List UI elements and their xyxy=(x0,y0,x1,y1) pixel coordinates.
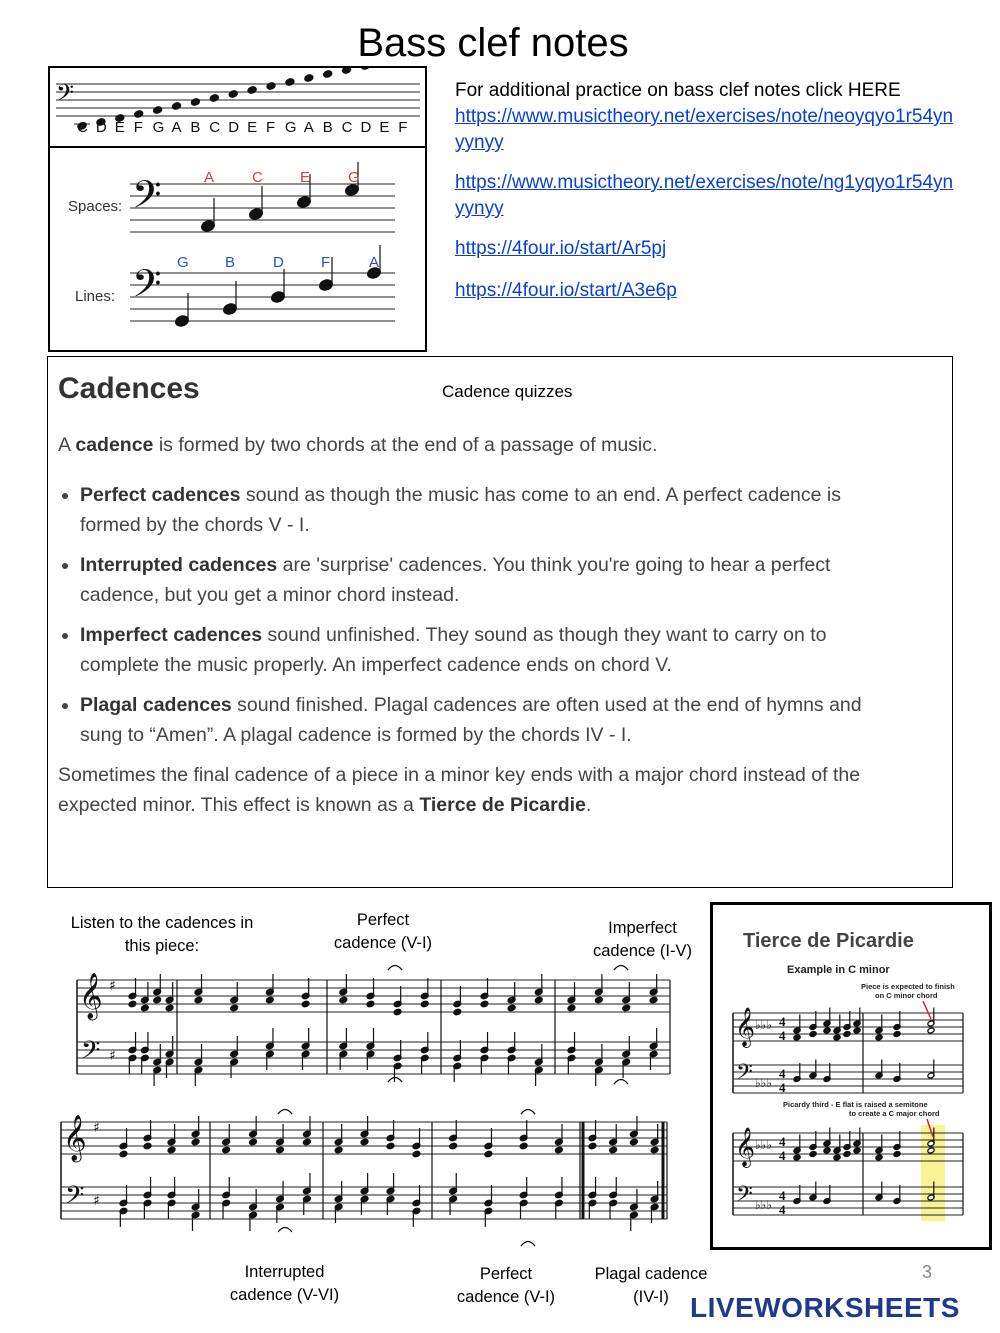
annotation-line: Piece is expected to finish xyxy=(861,982,955,991)
scale-note xyxy=(134,110,144,119)
highlight-band xyxy=(921,1125,945,1221)
space-note-letter: A xyxy=(204,169,215,186)
scale-note xyxy=(247,86,257,95)
treble-note xyxy=(334,1146,343,1153)
definition-pre: A xyxy=(58,434,76,456)
treble-note xyxy=(875,1154,883,1161)
treble-note xyxy=(630,1138,639,1145)
sharp-icon: ♯ xyxy=(93,1193,100,1209)
list-item xyxy=(80,690,878,750)
bass-clef-icon: 𝄢 xyxy=(132,261,162,316)
scale-letter: D xyxy=(228,119,240,136)
treble-note xyxy=(303,1138,312,1145)
treble-note xyxy=(484,1150,493,1157)
bass-clef-icon: 𝄢 xyxy=(132,172,162,227)
treble-note xyxy=(360,1138,369,1145)
treble-clef-icon: 𝄞 xyxy=(63,1114,87,1161)
treble-note xyxy=(893,1031,901,1038)
cadence-list xyxy=(58,480,878,750)
sharp-icon: ♯ xyxy=(109,978,116,994)
cadence-term: Perfect cadences xyxy=(80,484,241,506)
treble-note xyxy=(893,1151,901,1158)
time-signature-top: 4 xyxy=(779,1188,786,1203)
space-note-letter: C xyxy=(252,169,263,186)
treble-note xyxy=(420,1000,429,1007)
cadence-description: sound finished. Plagal cadences are often used at the end of hymns and sung to “Amen”. A plagal cadence is formed by the chords IV - I. xyxy=(80,694,862,746)
cadence-term: Interrupted cadences xyxy=(80,554,278,576)
spaces-label: Spaces: xyxy=(68,198,123,215)
picardie-note xyxy=(58,760,878,820)
flat-icon: ♭♭♭ xyxy=(755,1018,772,1032)
scale-note xyxy=(266,82,276,91)
treble-clef-icon: 𝄞 xyxy=(735,1007,756,1048)
scale-letter: G xyxy=(152,119,165,136)
cadence-description: are 'surprise' cadences. You think you're going to hear a perfect cadence, but you get a minor chord instead. xyxy=(80,554,831,606)
treble-note xyxy=(480,1000,489,1007)
lines-label: Lines: xyxy=(75,288,116,305)
treble-note xyxy=(833,1034,841,1041)
list-item xyxy=(80,480,878,540)
arrow-icon xyxy=(923,1001,931,1019)
scale-note xyxy=(209,94,219,103)
treble-note xyxy=(386,1142,395,1149)
time-signature-bottom: 4 xyxy=(779,1148,786,1163)
scale-letter: A xyxy=(171,119,182,136)
practice-link-4[interactable]: https://4four.io/start/A3e6p xyxy=(455,280,677,301)
scale-note xyxy=(172,102,182,111)
plagal-cadence-label: Plagal cadence (IV-I) xyxy=(594,1265,708,1306)
line-note-letter: A xyxy=(369,254,380,271)
treble-note xyxy=(595,996,604,1003)
treble-note xyxy=(191,1138,200,1145)
fermata-icon xyxy=(278,1228,292,1233)
tierce-de-picardie-example xyxy=(710,902,992,1250)
definition-term: cadence xyxy=(75,434,154,456)
scale-letter: B xyxy=(190,119,201,136)
fermata-icon xyxy=(521,1110,535,1115)
treble-note xyxy=(167,1146,176,1153)
fermata-icon xyxy=(521,1242,535,1247)
treble-note xyxy=(793,1034,801,1041)
treble-note xyxy=(143,1142,152,1149)
treble-note xyxy=(519,1142,528,1149)
treble-note xyxy=(555,1146,564,1153)
scale-letter: E xyxy=(114,119,125,136)
fermata-icon xyxy=(278,1110,292,1115)
treble-clef-icon: 𝄞 xyxy=(79,972,103,1019)
scale-letter: F xyxy=(266,119,276,136)
picardie-title: Tierce de Picardie xyxy=(743,930,914,952)
treble-note xyxy=(412,1150,421,1157)
cadence-description: sound unfinished. They sound as though they want to carry on to complete the music properly. An imperfect cadence ends on chord V. xyxy=(80,624,827,676)
line-note-letter: F xyxy=(321,254,331,271)
cadences-body xyxy=(58,430,878,820)
flat-icon: ♭♭♭ xyxy=(755,1076,772,1090)
treble-note xyxy=(588,1142,597,1149)
treble-note xyxy=(222,1146,231,1153)
treble-note xyxy=(393,1008,402,1015)
cadences-heading: Cadences xyxy=(58,372,200,405)
space-note-letter: G xyxy=(348,169,360,186)
fermata-icon xyxy=(614,1080,628,1085)
treble-note xyxy=(339,996,348,1003)
treble-note xyxy=(853,1027,861,1034)
cadence-description: sound as though the music has come to an end. A perfect cadence is formed by the chords V - I. xyxy=(80,484,841,536)
treble-note xyxy=(650,1146,659,1153)
practice-link-3[interactable]: https://4four.io/start/Ar5pj xyxy=(455,238,667,259)
scale-note xyxy=(323,70,333,79)
treble-note xyxy=(823,1027,831,1034)
bass-clef-chart xyxy=(48,66,427,352)
scale-letter: C xyxy=(77,119,88,136)
scale-letter: A xyxy=(303,119,314,136)
fermata-icon xyxy=(614,966,628,971)
line-note-letter: D xyxy=(273,254,284,271)
fermata-icon xyxy=(388,966,402,971)
scale-note xyxy=(361,68,371,70)
bass-clef-icon: 𝄢 xyxy=(736,1060,753,1091)
sharp-icon: ♯ xyxy=(109,1048,116,1064)
treble-note xyxy=(301,1000,310,1007)
treble-note xyxy=(567,1004,576,1011)
scale-letter: F xyxy=(398,119,408,136)
cadence-definition xyxy=(58,430,878,460)
scale-note xyxy=(304,74,314,83)
list-item xyxy=(80,620,878,680)
treble-note xyxy=(809,1031,817,1038)
annotation-line: on C minor chord xyxy=(875,991,938,1000)
treble-note xyxy=(449,1142,458,1149)
scale-letter: C xyxy=(209,119,221,136)
time-signature-top: 4 xyxy=(779,1134,786,1149)
cadence-quizzes-label: Cadence quizzes xyxy=(442,382,573,401)
treble-note xyxy=(534,996,543,1003)
time-signature-bottom: 4 xyxy=(779,1202,786,1217)
flat-icon: ♭♭♭ xyxy=(755,1138,772,1152)
treble-note xyxy=(927,1027,935,1034)
bass-clef-icon: 𝄢 xyxy=(736,1182,753,1213)
page-title: Bass clef notes xyxy=(357,21,629,65)
treble-note xyxy=(165,1004,174,1011)
treble-note xyxy=(793,1154,801,1161)
annotation-line: to create a C major chord xyxy=(849,1109,940,1118)
footer-post: . xyxy=(585,794,592,816)
treble-note xyxy=(453,1008,462,1015)
definition-post: is formed by two chords at the end of a passage of music. xyxy=(153,434,658,456)
scale-note xyxy=(190,98,200,107)
cadence-term: Plagal cadences xyxy=(80,694,232,716)
footer-term: Tierce de Picardie xyxy=(419,794,586,816)
treble-note xyxy=(249,1138,258,1145)
treble-note xyxy=(609,1146,618,1153)
scale-note xyxy=(285,78,295,87)
liveworksheets-logo: LIVEWORKSHEETS xyxy=(690,1292,960,1323)
treble-note xyxy=(649,996,658,1003)
imperfect-cadence-label: Imperfect cadence (I-V) xyxy=(592,919,693,960)
bass-clef-icon: 𝄢 xyxy=(65,1180,85,1216)
treble-note xyxy=(809,1151,817,1158)
line-note-letter: B xyxy=(225,254,236,271)
list-item xyxy=(80,550,878,610)
line-note-letter: G xyxy=(177,254,189,271)
treble-note xyxy=(194,996,203,1003)
time-signature-top: 4 xyxy=(779,1014,786,1029)
picardie-annotation-1 xyxy=(861,982,955,1000)
interrupted-cadence-label: Interrupted cadence (V-VI) xyxy=(229,1263,340,1304)
treble-note xyxy=(230,1004,239,1011)
scale-letter: G xyxy=(284,119,297,136)
practice-links xyxy=(455,78,955,304)
treble-note xyxy=(843,1151,851,1158)
page-number: 3 xyxy=(922,1262,933,1282)
treble-note xyxy=(507,1004,516,1011)
treble-note xyxy=(266,996,275,1003)
picardie-figure xyxy=(713,905,989,1247)
annotation-line: Picardy third - E flat is raised a semitone xyxy=(783,1100,928,1109)
treble-note xyxy=(366,1000,375,1007)
practice-link-1[interactable]: https://www.musictheory.net/exercises/note/neoyqyo1r54ynyynyy xyxy=(455,106,954,153)
scale-letter: E xyxy=(247,119,258,136)
scale-staff xyxy=(56,84,420,116)
treble-note xyxy=(119,1150,128,1157)
cadence-term: Imperfect cadences xyxy=(80,624,263,646)
treble-note xyxy=(843,1031,851,1038)
listen-label: Listen to the cadences in this piece: xyxy=(70,914,254,955)
space-note-letter: E xyxy=(300,169,311,186)
treble-note xyxy=(853,1147,861,1154)
bass-clef-icon: 𝄢 xyxy=(81,1035,101,1071)
treble-note xyxy=(833,1154,841,1161)
treble-note xyxy=(622,1004,631,1011)
scale-letter: D xyxy=(95,119,107,136)
scale-note xyxy=(342,68,352,74)
scale-note xyxy=(228,90,238,99)
lines-staff xyxy=(130,273,395,321)
bass-clef-chart-figure xyxy=(50,68,425,350)
perfect-cadence-label-2: Perfect cadence (V-I) xyxy=(456,1265,556,1306)
picardie-annotation-2 xyxy=(783,1100,940,1118)
time-signature-top: 4 xyxy=(779,1066,786,1081)
sharp-icon: ♯ xyxy=(93,1120,100,1136)
footer-pre: Sometimes the final cadence of a piece in a minor key ends with a major chord instead of the expected minor. This effect is known as a xyxy=(58,764,861,816)
treble-clef-icon: 𝄞 xyxy=(735,1127,756,1168)
picardie-subtitle: Example in C minor xyxy=(787,964,890,976)
treble-staff xyxy=(61,1122,667,1154)
scale-letter: B xyxy=(322,119,333,136)
scale-letter: E xyxy=(379,119,390,136)
scale-letter: C xyxy=(341,119,353,136)
flat-icon: ♭♭♭ xyxy=(755,1198,772,1212)
practice-link-2[interactable]: https://www.musictheory.net/exercises/note/ng1yqyo1r54ynyynyy xyxy=(455,172,954,219)
time-signature-bottom: 4 xyxy=(779,1080,786,1095)
hymn-score xyxy=(55,960,680,1260)
treble-note xyxy=(141,1004,150,1011)
treble-note xyxy=(128,1000,137,1007)
treble-note xyxy=(823,1147,831,1154)
treble-note xyxy=(153,996,162,1003)
bass-clef-icon: 𝄢 xyxy=(56,78,75,112)
scale-letter: D xyxy=(360,119,372,136)
treble-note xyxy=(276,1146,285,1153)
treble-note xyxy=(875,1034,883,1041)
scale-note xyxy=(153,106,163,115)
perfect-cadence-label-1: Perfect cadence (V-I) xyxy=(333,911,433,952)
scale-letter: F xyxy=(133,119,143,136)
time-signature-bottom: 4 xyxy=(779,1028,786,1043)
links-intro: For additional practice on bass clef notes click HERE xyxy=(455,80,901,101)
